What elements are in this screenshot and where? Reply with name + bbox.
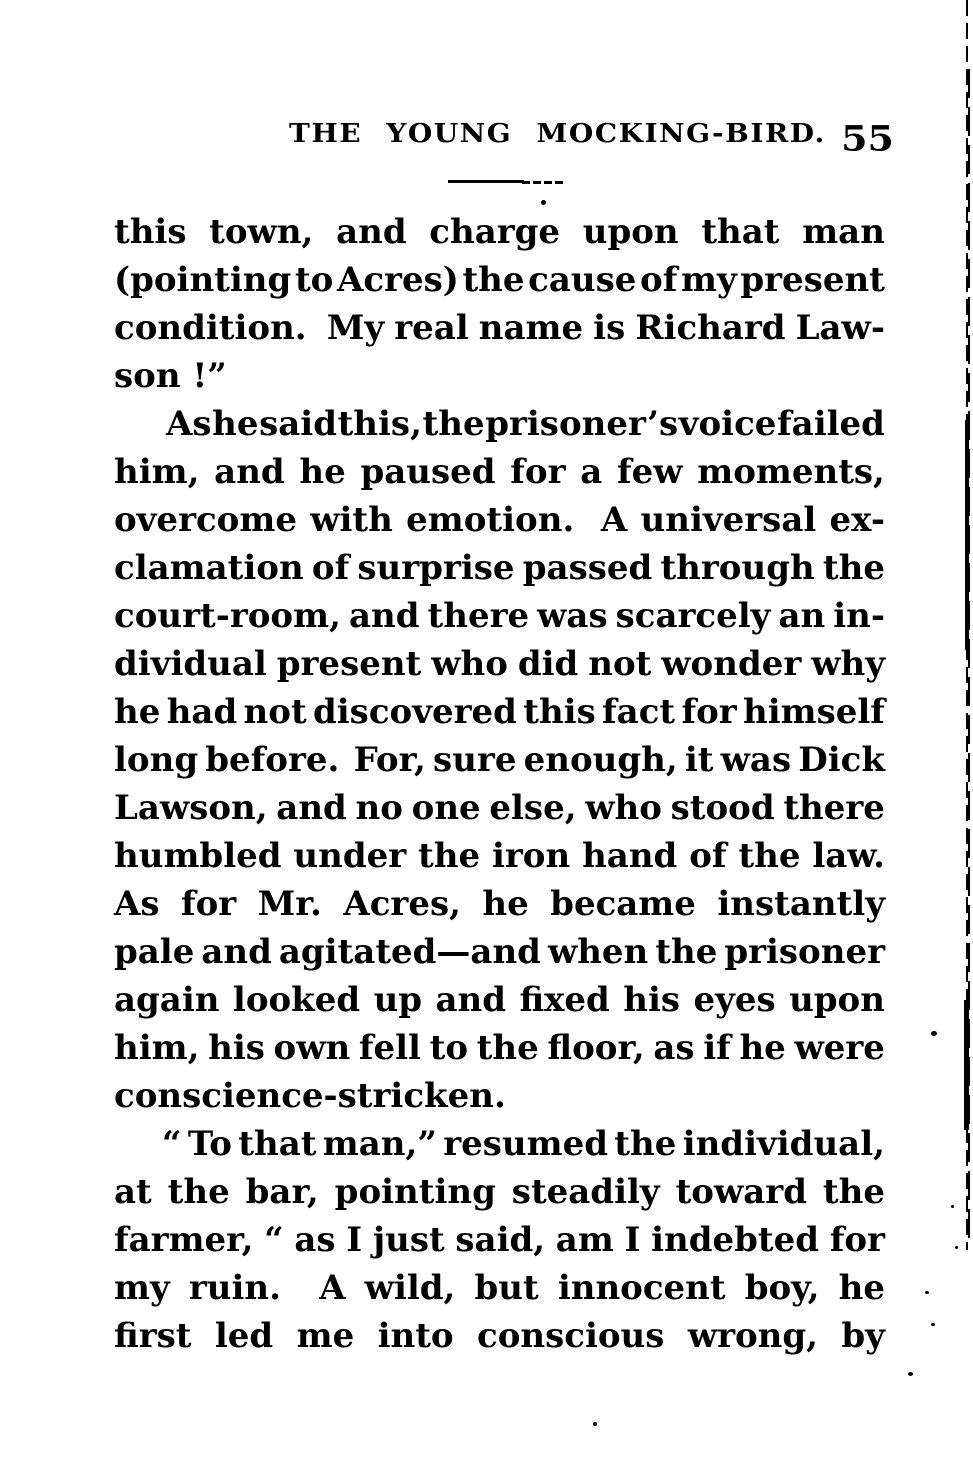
text-line: As he said this, the prisoner’s voice failed — [166, 404, 885, 444]
text-line: this town, and charge upon that man — [114, 212, 885, 252]
text-line: condition. My real name is Richard Law- — [114, 308, 885, 348]
text-line: him, his own fell to the floor, as if he were — [114, 1028, 885, 1068]
ink-speck — [951, 1205, 954, 1208]
text-line: As for Mr. Acres, he became instantly — [114, 884, 885, 924]
ink-speck — [908, 1372, 913, 1376]
text-line: farmer, “ as I just said, am I indebted for — [114, 1220, 885, 1260]
text-line: first led me into conscious wrong, by — [114, 1316, 885, 1356]
text-line: conscience-stricken. — [114, 1076, 506, 1116]
section-divider-rule — [448, 180, 524, 183]
text-line: (pointing to Acres) the cause of my present — [114, 260, 885, 300]
text-line: pale and agitated—and when the prisoner — [114, 932, 885, 972]
text-line: clamation of surprise passed through the — [114, 548, 885, 588]
text-line: overcome with emotion. A universal ex- — [114, 500, 885, 540]
ink-speck — [931, 1031, 937, 1036]
text-line: long before. For, sure enough, it was Dick — [114, 740, 885, 780]
text-line: my ruin. A wild, but innocent boy, he — [114, 1268, 885, 1308]
ink-speck — [955, 1246, 958, 1249]
ink-speck — [931, 1323, 935, 1326]
page-edge-shadow — [964, 1000, 969, 1130]
text-line: dividual present who did not wonder why — [114, 644, 885, 684]
page-edge-shadow — [965, 420, 969, 650]
text-line: again looked up and fixed his eyes upon — [114, 980, 885, 1020]
text-line: him, and he paused for a few moments, — [114, 452, 885, 492]
text-line: court-room, and there was scarcely an in- — [114, 596, 885, 636]
ink-speck — [925, 1291, 929, 1294]
text-line: at the bar, pointing steadily toward the — [114, 1172, 885, 1212]
text-line: son !” — [114, 356, 227, 396]
text-line: Lawson, and no one else, who stood there — [114, 788, 885, 828]
text-line: humbled under the iron hand of the law. — [114, 836, 885, 876]
ink-speck — [541, 200, 546, 205]
ink-speck — [593, 1422, 597, 1426]
running-header-title: THE YOUNG MOCKING-BIRD. — [289, 118, 826, 149]
section-divider-rule-broken-end — [522, 181, 564, 184]
text-line: “ To that man,” resumed the individual, — [162, 1124, 885, 1164]
page-number: 55 — [841, 117, 894, 159]
text-line: he had not discovered this fact for himself — [114, 692, 885, 732]
body-text — [114, 208, 885, 1360]
